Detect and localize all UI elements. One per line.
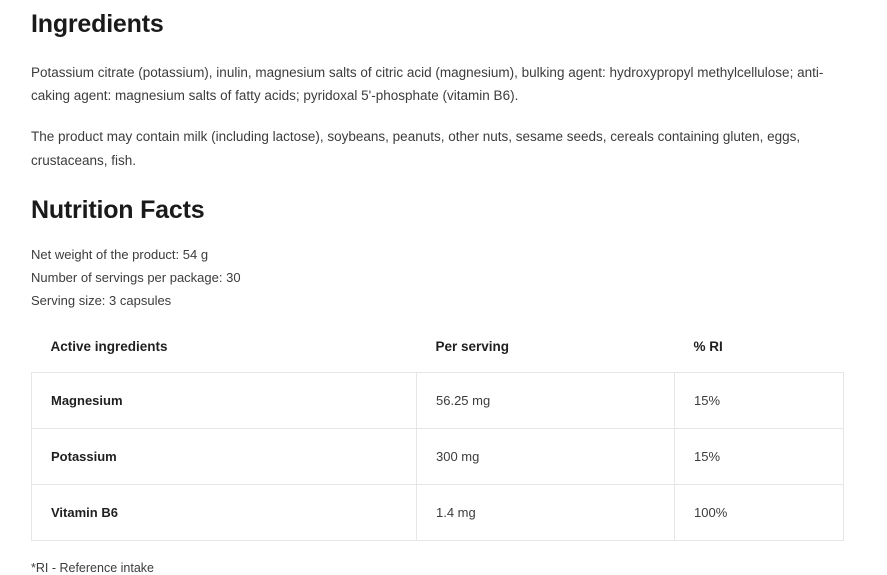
column-header-active-ingredients: Active ingredients: [50, 338, 168, 354]
table-row: [32, 372, 844, 428]
ingredient-name: Vitamin B6: [32, 484, 417, 540]
ingredient-per-serving: 300 mg: [417, 428, 675, 484]
allergens-paragraph: The product may contain milk (including lactose), soybeans, peanuts, other nuts, sesame seeds, cereals containing gluten, eggs, crustaceans, fish.: [31, 129, 801, 168]
column-header-per-serving: Per serving: [435, 338, 510, 354]
ingredient-ri: 15%: [675, 428, 844, 484]
ingredients-paragraph: Potassium citrate (potassium), inulin, magnesium salts of citric acid (magnesium), bulking agent: hydroxypropyl methylcellulose; anti-caking agent: magnesium salts of fatty acids; pyridoxal 5'-phosphate (vitamin B6).: [31, 65, 824, 104]
ingredient-ri: 15%: [675, 372, 844, 428]
ingredient-name: Magnesium: [32, 372, 417, 428]
net-weight-text: Net weight of the product: 54 g: [31, 246, 209, 262]
servings-per-package-text: Number of servings per package: 30: [31, 269, 241, 285]
ingredients-heading: Ingredients: [31, 10, 164, 38]
ingredient-per-serving: 1.4 mg: [417, 484, 675, 540]
table-row: [32, 484, 844, 540]
column-header-ri: % RI: [693, 338, 723, 354]
serving-size-text: Serving size: 3 capsules: [31, 292, 172, 308]
table-row: [32, 428, 844, 484]
ingredient-per-serving: 56.25 mg: [417, 372, 675, 428]
reference-intake-footnote: *RI - Reference intake: [31, 560, 154, 575]
table-header-row: [32, 333, 844, 373]
nutrition-facts-heading: Nutrition Facts: [31, 195, 205, 224]
ingredient-name: Potassium: [32, 428, 417, 484]
ingredient-ri: 100%: [675, 484, 844, 540]
serving-info-list: [31, 244, 856, 313]
nutrition-table: [31, 333, 844, 541]
